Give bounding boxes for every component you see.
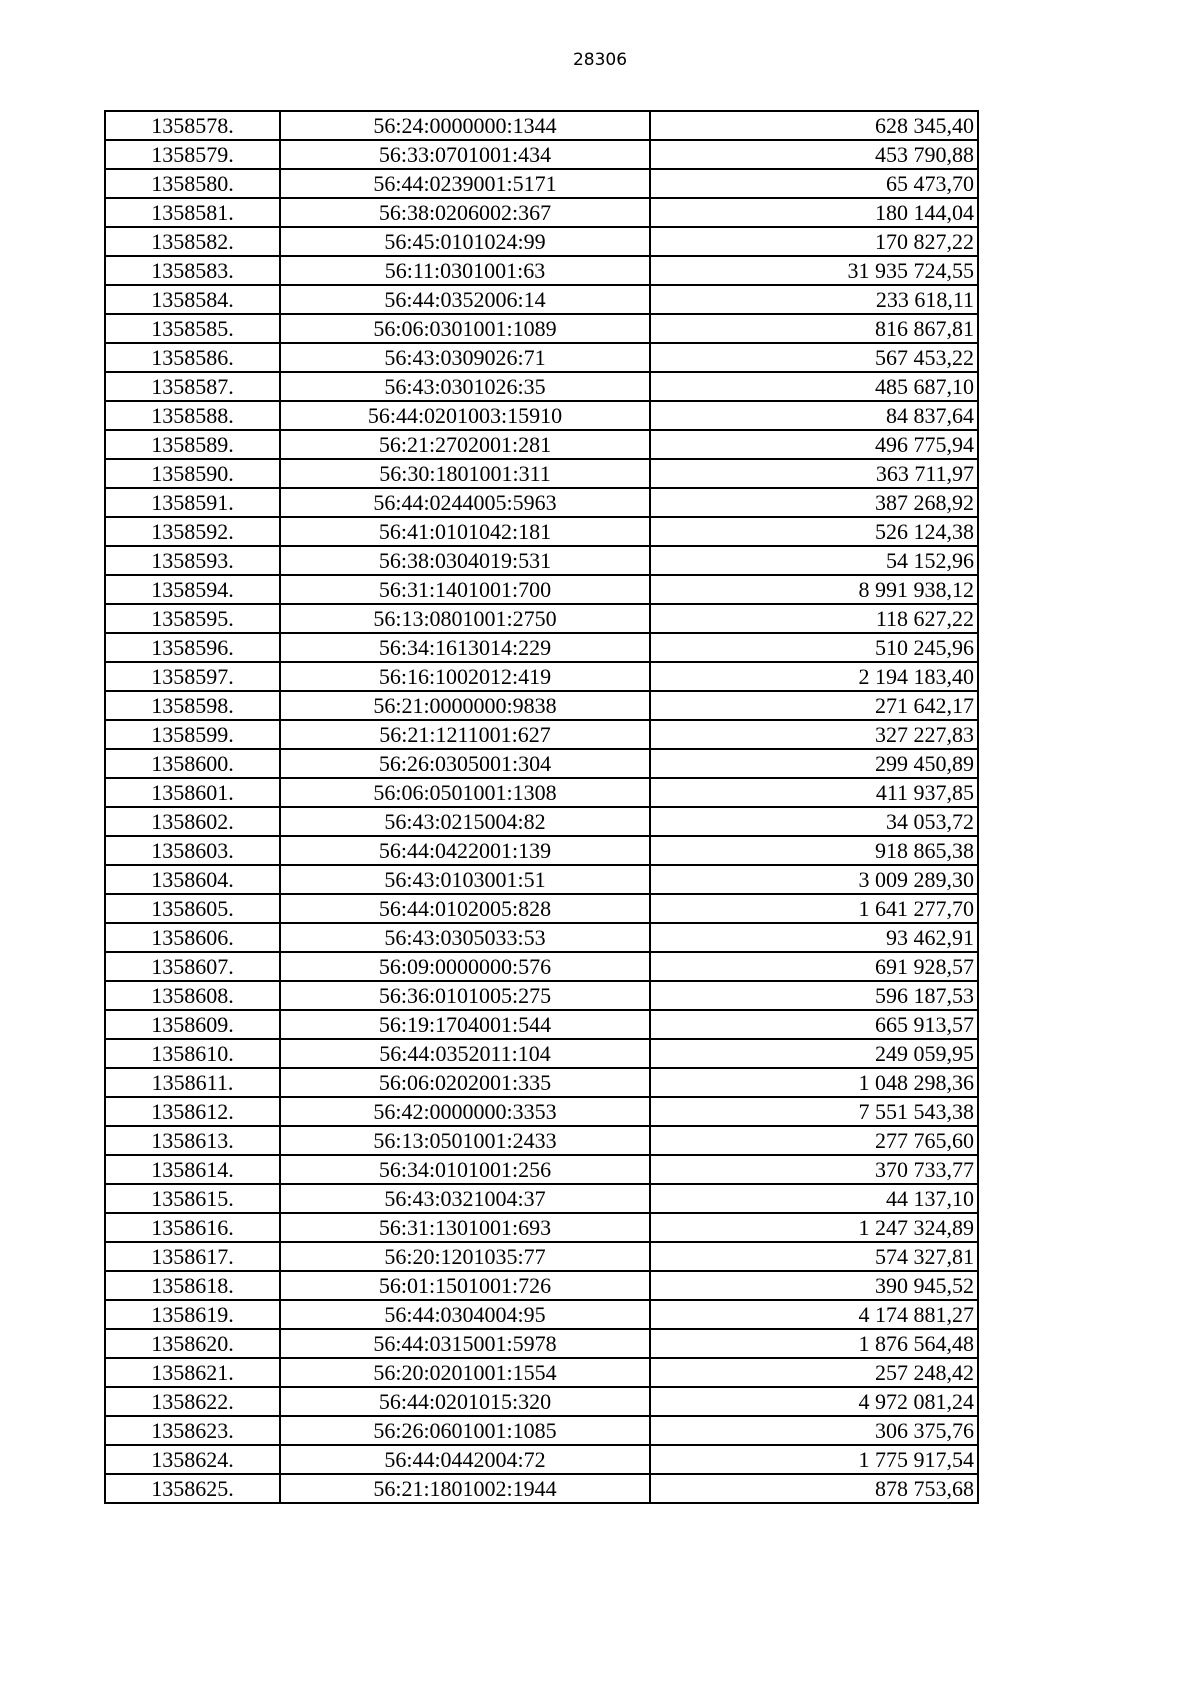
row-number-cell: 1358622. [105, 1387, 280, 1416]
value-cell: 271 642,17 [650, 691, 978, 720]
table-row [105, 778, 978, 807]
value-cell: 485 687,10 [650, 372, 978, 401]
row-number-cell: 1358625. [105, 1474, 280, 1503]
table-row [105, 227, 978, 256]
table-row [105, 1387, 978, 1416]
table-row [105, 372, 978, 401]
table-row [105, 111, 978, 140]
table-row [105, 343, 978, 372]
value-cell: 2 194 183,40 [650, 662, 978, 691]
cadastral-number-cell: 56:33:0701001:434 [280, 140, 650, 169]
row-number-cell: 1358610. [105, 1039, 280, 1068]
row-number-cell: 1358602. [105, 807, 280, 836]
value-cell: 390 945,52 [650, 1271, 978, 1300]
row-number-cell: 1358604. [105, 865, 280, 894]
row-number-cell: 1358612. [105, 1097, 280, 1126]
cadastral-number-cell: 56:44:0315001:5978 [280, 1329, 650, 1358]
row-number-cell: 1358603. [105, 836, 280, 865]
value-cell: 918 865,38 [650, 836, 978, 865]
row-number-cell: 1358583. [105, 256, 280, 285]
value-cell: 567 453,22 [650, 343, 978, 372]
value-cell: 4 174 881,27 [650, 1300, 978, 1329]
value-cell: 233 618,11 [650, 285, 978, 314]
value-cell: 299 450,89 [650, 749, 978, 778]
value-cell: 65 473,70 [650, 169, 978, 198]
row-number-cell: 1358591. [105, 488, 280, 517]
row-number-cell: 1358621. [105, 1358, 280, 1387]
row-number-cell: 1358614. [105, 1155, 280, 1184]
cadastral-number-cell: 56:01:1501001:726 [280, 1271, 650, 1300]
table-row [105, 894, 978, 923]
value-cell: 370 733,77 [650, 1155, 978, 1184]
table-row [105, 1416, 978, 1445]
row-number-cell: 1358605. [105, 894, 280, 923]
cadastral-number-cell: 56:13:0801001:2750 [280, 604, 650, 633]
cadastral-number-cell: 56:43:0321004:37 [280, 1184, 650, 1213]
cadastral-number-cell: 56:44:0201003:15910 [280, 401, 650, 430]
cadastral-number-cell: 56:21:0000000:9838 [280, 691, 650, 720]
row-number-cell: 1358617. [105, 1242, 280, 1271]
value-cell: 526 124,38 [650, 517, 978, 546]
table-row [105, 1474, 978, 1503]
row-number-cell: 1358585. [105, 314, 280, 343]
cadastral-number-cell: 56:38:0304019:531 [280, 546, 650, 575]
cadastral-number-cell: 56:31:1401001:700 [280, 575, 650, 604]
cadastral-number-cell: 56:44:0244005:5963 [280, 488, 650, 517]
value-cell: 1 247 324,89 [650, 1213, 978, 1242]
cadastral-number-cell: 56:38:0206002:367 [280, 198, 650, 227]
table-row [105, 256, 978, 285]
table-row [105, 1213, 978, 1242]
cadastral-number-cell: 56:44:0352006:14 [280, 285, 650, 314]
table-row [105, 1126, 978, 1155]
row-number-cell: 1358600. [105, 749, 280, 778]
value-cell: 277 765,60 [650, 1126, 978, 1155]
row-number-cell: 1358590. [105, 459, 280, 488]
row-number-cell: 1358589. [105, 430, 280, 459]
row-number-cell: 1358584. [105, 285, 280, 314]
row-number-cell: 1358582. [105, 227, 280, 256]
value-cell: 257 248,42 [650, 1358, 978, 1387]
cadastral-number-cell: 56:26:0305001:304 [280, 749, 650, 778]
value-cell: 411 937,85 [650, 778, 978, 807]
table-row [105, 488, 978, 517]
value-cell: 1 876 564,48 [650, 1329, 978, 1358]
table-row [105, 430, 978, 459]
row-number-cell: 1358601. [105, 778, 280, 807]
table-row [105, 285, 978, 314]
cadastral-number-cell: 56:44:0102005:828 [280, 894, 650, 923]
row-number-cell: 1358619. [105, 1300, 280, 1329]
cadastral-number-cell: 56:34:0101001:256 [280, 1155, 650, 1184]
value-cell: 496 775,94 [650, 430, 978, 459]
table-row [105, 923, 978, 952]
table-row [105, 1358, 978, 1387]
value-cell: 363 711,97 [650, 459, 978, 488]
table-row [105, 1010, 978, 1039]
value-cell: 596 187,53 [650, 981, 978, 1010]
value-cell: 1 048 298,36 [650, 1068, 978, 1097]
cadastral-number-cell: 56:13:0501001:2433 [280, 1126, 650, 1155]
row-number-cell: 1358618. [105, 1271, 280, 1300]
value-cell: 306 375,76 [650, 1416, 978, 1445]
row-number-cell: 1358611. [105, 1068, 280, 1097]
row-number-cell: 1358593. [105, 546, 280, 575]
table-row [105, 1097, 978, 1126]
cadastral-number-cell: 56:24:0000000:1344 [280, 111, 650, 140]
row-number-cell: 1358594. [105, 575, 280, 604]
cadastral-number-cell: 56:31:1301001:693 [280, 1213, 650, 1242]
data-table [104, 110, 979, 1504]
cadastral-number-cell: 56:43:0309026:71 [280, 343, 650, 372]
cadastral-number-cell: 56:06:0202001:335 [280, 1068, 650, 1097]
row-number-cell: 1358624. [105, 1445, 280, 1474]
cadastral-number-cell: 56:41:0101042:181 [280, 517, 650, 546]
table-row [105, 169, 978, 198]
table-row [105, 604, 978, 633]
row-number-cell: 1358609. [105, 1010, 280, 1039]
row-number-cell: 1358579. [105, 140, 280, 169]
value-cell: 8 991 938,12 [650, 575, 978, 604]
table-row [105, 720, 978, 749]
row-number-cell: 1358597. [105, 662, 280, 691]
table-row [105, 865, 978, 894]
table-row [105, 662, 978, 691]
table-row [105, 836, 978, 865]
row-number-cell: 1358615. [105, 1184, 280, 1213]
table-row [105, 1445, 978, 1474]
value-cell: 327 227,83 [650, 720, 978, 749]
row-number-cell: 1358623. [105, 1416, 280, 1445]
table-row [105, 517, 978, 546]
value-cell: 54 152,96 [650, 546, 978, 575]
cadastral-number-cell: 56:43:0305033:53 [280, 923, 650, 952]
value-cell: 84 837,64 [650, 401, 978, 430]
cadastral-number-cell: 56:44:0442004:72 [280, 1445, 650, 1474]
cadastral-number-cell: 56:44:0239001:5171 [280, 169, 650, 198]
value-cell: 1 641 277,70 [650, 894, 978, 923]
row-number-cell: 1358616. [105, 1213, 280, 1242]
page-number: 28306 [572, 50, 628, 70]
cadastral-number-cell: 56:06:0501001:1308 [280, 778, 650, 807]
cadastral-number-cell: 56:21:1211001:627 [280, 720, 650, 749]
table-row [105, 140, 978, 169]
row-number-cell: 1358595. [105, 604, 280, 633]
value-cell: 170 827,22 [650, 227, 978, 256]
row-number-cell: 1358578. [105, 111, 280, 140]
cadastral-number-cell: 56:26:0601001:1085 [280, 1416, 650, 1445]
cadastral-number-cell: 56:19:1704001:544 [280, 1010, 650, 1039]
row-number-cell: 1358587. [105, 372, 280, 401]
row-number-cell: 1358598. [105, 691, 280, 720]
cadastral-number-cell: 56:06:0301001:1089 [280, 314, 650, 343]
row-number-cell: 1358599. [105, 720, 280, 749]
value-cell: 1 775 917,54 [650, 1445, 978, 1474]
value-cell: 387 268,92 [650, 488, 978, 517]
table-row [105, 546, 978, 575]
value-cell: 628 345,40 [650, 111, 978, 140]
value-cell: 816 867,81 [650, 314, 978, 343]
value-cell: 3 009 289,30 [650, 865, 978, 894]
table-row [105, 1300, 978, 1329]
value-cell: 93 462,91 [650, 923, 978, 952]
table-row [105, 198, 978, 227]
value-cell: 665 913,57 [650, 1010, 978, 1039]
cadastral-number-cell: 56:42:0000000:3353 [280, 1097, 650, 1126]
table-row [105, 575, 978, 604]
cadastral-number-cell: 56:20:0201001:1554 [280, 1358, 650, 1387]
value-cell: 878 753,68 [650, 1474, 978, 1503]
value-cell: 118 627,22 [650, 604, 978, 633]
row-number-cell: 1358596. [105, 633, 280, 662]
table-row [105, 952, 978, 981]
value-cell: 574 327,81 [650, 1242, 978, 1271]
value-cell: 7 551 543,38 [650, 1097, 978, 1126]
row-number-cell: 1358586. [105, 343, 280, 372]
cadastral-number-cell: 56:36:0101005:275 [280, 981, 650, 1010]
table-row [105, 981, 978, 1010]
cadastral-number-cell: 56:45:0101024:99 [280, 227, 650, 256]
table-row [105, 807, 978, 836]
cadastral-number-cell: 56:20:1201035:77 [280, 1242, 650, 1271]
value-cell: 34 053,72 [650, 807, 978, 836]
table-row [105, 1155, 978, 1184]
cadastral-number-cell: 56:44:0352011:104 [280, 1039, 650, 1068]
row-number-cell: 1358592. [105, 517, 280, 546]
row-number-cell: 1358580. [105, 169, 280, 198]
table-row [105, 1329, 978, 1358]
row-number-cell: 1358607. [105, 952, 280, 981]
cadastral-number-cell: 56:21:1801002:1944 [280, 1474, 650, 1503]
row-number-cell: 1358613. [105, 1126, 280, 1155]
value-cell: 510 245,96 [650, 633, 978, 662]
row-number-cell: 1358608. [105, 981, 280, 1010]
table-row [105, 401, 978, 430]
row-number-cell: 1358606. [105, 923, 280, 952]
value-cell: 31 935 724,55 [650, 256, 978, 285]
value-cell: 44 137,10 [650, 1184, 978, 1213]
table-row [105, 1242, 978, 1271]
value-cell: 180 144,04 [650, 198, 978, 227]
value-cell: 691 928,57 [650, 952, 978, 981]
cadastral-number-cell: 56:44:0422001:139 [280, 836, 650, 865]
table-row [105, 314, 978, 343]
table-row [105, 633, 978, 662]
table-row [105, 1039, 978, 1068]
row-number-cell: 1358620. [105, 1329, 280, 1358]
cadastral-number-cell: 56:43:0215004:82 [280, 807, 650, 836]
table-row [105, 459, 978, 488]
cadastral-number-cell: 56:34:1613014:229 [280, 633, 650, 662]
cadastral-number-cell: 56:16:1002012:419 [280, 662, 650, 691]
table-row [105, 749, 978, 778]
cadastral-number-cell: 56:30:1801001:311 [280, 459, 650, 488]
value-cell: 453 790,88 [650, 140, 978, 169]
cadastral-number-cell: 56:43:0103001:51 [280, 865, 650, 894]
row-number-cell: 1358581. [105, 198, 280, 227]
value-cell: 249 059,95 [650, 1039, 978, 1068]
table-row [105, 1271, 978, 1300]
table-row [105, 1184, 978, 1213]
table-row [105, 1068, 978, 1097]
row-number-cell: 1358588. [105, 401, 280, 430]
cadastral-number-cell: 56:09:0000000:576 [280, 952, 650, 981]
cadastral-number-cell: 56:44:0304004:95 [280, 1300, 650, 1329]
cadastral-number-cell: 56:11:0301001:63 [280, 256, 650, 285]
table-row [105, 691, 978, 720]
cadastral-number-cell: 56:21:2702001:281 [280, 430, 650, 459]
value-cell: 4 972 081,24 [650, 1387, 978, 1416]
table-body [105, 111, 978, 1503]
cadastral-number-cell: 56:44:0201015:320 [280, 1387, 650, 1416]
cadastral-number-cell: 56:43:0301026:35 [280, 372, 650, 401]
